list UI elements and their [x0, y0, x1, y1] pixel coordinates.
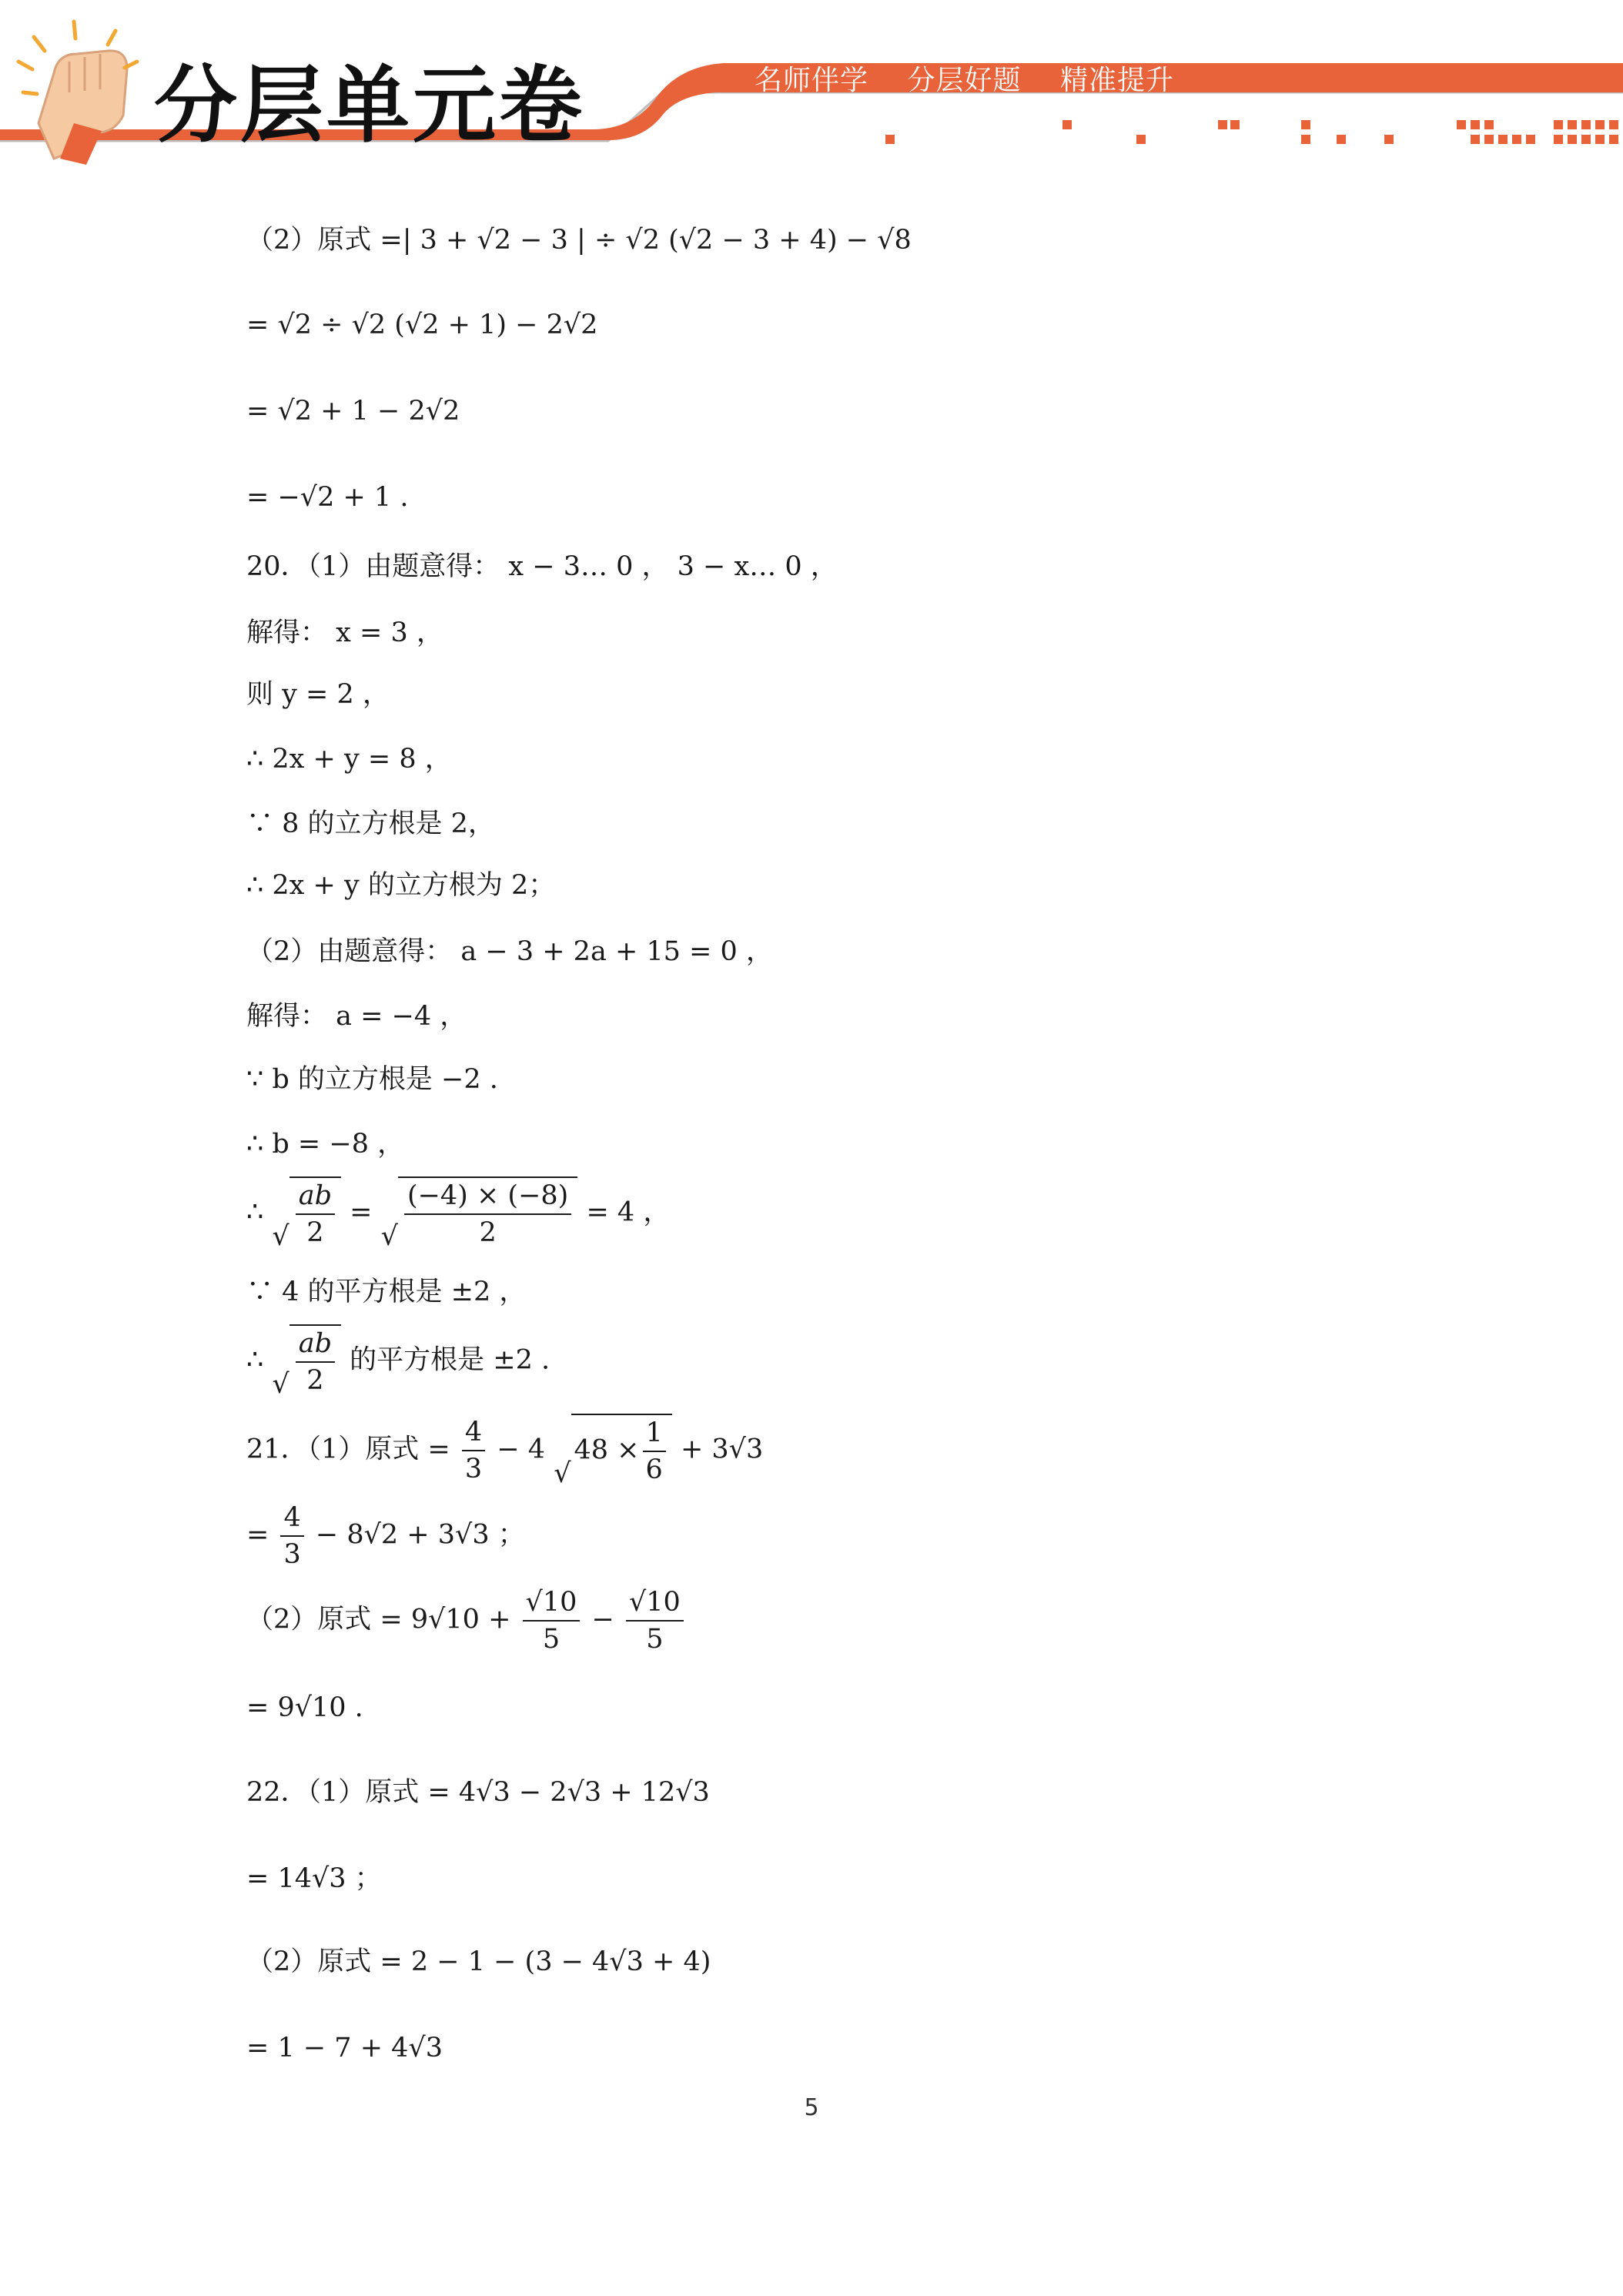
solution-line: ∴ 2x + y = 8 ，	[246, 744, 452, 775]
solution-line: 解得： a = −4 ，	[246, 1001, 467, 1032]
solution-line: = √2 + 1 − 2√2	[246, 396, 460, 427]
sqrt-expression: √ $\frac{ab}{2}$	[272, 1176, 341, 1250]
fraction: $\frac{4}{3}$	[280, 1500, 303, 1572]
solution-line: ∵ 8 的立方根是 2，	[246, 808, 495, 839]
solution-line: ∵ b 的立方根是 −2 .	[246, 1064, 498, 1095]
formula-line: = $\frac{4}{3}$ − 8√2 + 3√3 ；	[246, 1500, 525, 1572]
solution-line: （2）原式 =| 3 + √2 − 3 | ÷ √2 (√2 − 3 + 4) − √8	[246, 225, 912, 256]
solution-line: 则 y = 2 ，	[246, 679, 390, 710]
solution-line: （2）原式 = 2 − 1 − (3 − 4√3 + 4)	[246, 1946, 711, 1977]
slogan-item: 名师伴学	[755, 65, 869, 96]
slogan-item: 精准提升	[1059, 65, 1174, 96]
question-20-line: 20．（1）由题意得： x − 3… 0 ， 3 − x… 0 ，	[246, 551, 838, 582]
brand-title: 分层单元卷	[154, 58, 586, 154]
solution-line: ∴ 2x + y 的立方根为 2；	[246, 870, 556, 901]
solution-line: = √2 ÷ √2 (√2 + 1) − 2√2	[246, 310, 598, 340]
sqrt-expression: √ 48 × $\frac{1}{6}$	[554, 1414, 672, 1488]
formula-line: ∴ √ $\frac{ab}{2}$ = √ $\frac{(-4) \times (-8)}{2}$ = 4 ，	[246, 1176, 670, 1250]
solution-line: ∵ 4 的平方根是 ±2 ，	[246, 1277, 527, 1307]
solution-line: ∴ b = −8 ，	[246, 1129, 405, 1160]
formula-line: ∴ √ $\frac{ab}{2}$ 的平方根是 ±2 .	[246, 1324, 550, 1398]
header-slogan	[755, 59, 1203, 98]
page-number: 5	[804, 2094, 819, 2121]
solution-line: （2）由题意得： a − 3 + 2a + 15 = 0 ，	[246, 936, 773, 967]
fraction: $\frac{√10}{5}$	[523, 1585, 581, 1657]
question-22-line: 22．（1）原式 = 4√3 − 2√3 + 12√3	[246, 1777, 710, 1808]
formula-line: （2）原式 = 9√10 + $\frac{√10}{5}$ − $\frac{√10}{5}$	[246, 1585, 687, 1657]
sqrt-expression: √ $\frac{(-4) \times (-8)}{2}$	[381, 1176, 578, 1250]
fist-logo-icon	[18, 22, 137, 165]
question-21-line: 21．（1）原式 = $\frac{4}{3}$ − 4 √ 48 × $\frac{1}{6}$ + 3√3	[246, 1414, 763, 1488]
solution-line: = 14√3 ；	[246, 1863, 382, 1894]
fraction: $\frac{√10}{5}$	[626, 1585, 684, 1657]
solution-line: 解得： x = 3 ，	[246, 618, 443, 648]
solution-line: = −√2 + 1 .	[246, 482, 409, 513]
sqrt-expression: √ $\frac{ab}{2}$	[272, 1324, 341, 1398]
page-header	[0, 0, 1623, 177]
slogan-item: 分层好题	[907, 65, 1022, 96]
fraction: $\frac{4}{3}$	[462, 1414, 485, 1487]
solution-line: = 9√10 .	[246, 1692, 363, 1723]
solution-line: = 1 − 7 + 4√3	[246, 2033, 443, 2063]
